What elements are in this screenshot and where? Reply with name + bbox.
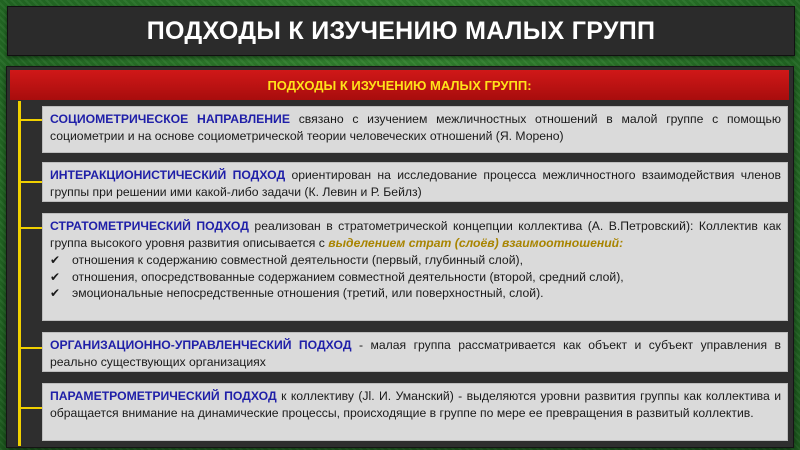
approach-description: ориентирован на исследование процесса межличностного взаимодействия членов группы при решении ими какой-либо задачи (К. Левин и Р. Бейлз)	[50, 168, 781, 199]
approach-title: ПАРАМЕТРОМЕТРИЧЕСКИЙ ПОДХОД	[50, 389, 277, 403]
list-item-text: эмоциональные непосредственные отношения (третий, или поверхностный, слой).	[72, 286, 544, 300]
check-icon: ✔	[50, 269, 61, 284]
approach-description: - малая группа рассматривается как объект и субъект управления в реально существующих организациях	[50, 338, 781, 369]
list-item	[50, 269, 781, 286]
approach-description: реализован в стратометрической концепции коллектива (А. В.Петровский): Коллектив как группа высокого уровня развития описывается с	[50, 219, 782, 250]
page-title: ПОДХОДЫ К ИЗУЧЕНИЮ МАЛЫХ ГРУПП	[146, 16, 656, 45]
connector-branch	[18, 407, 42, 409]
approach-description: связано с изучением межличностных отношений в малой группе с помощью социометрии и на основе социометрической теории человеческих отношений (Я. Морено)	[50, 112, 781, 143]
approach-card-organizational	[42, 332, 788, 372]
strata-emphasis: выделением страт (слоёв) взаимоотношений:	[328, 235, 624, 250]
list-item-text: отношения, опосредствованные содержанием совместной деятельности (второй, средний слой),	[72, 269, 624, 284]
approach-card-sociometric	[42, 106, 788, 153]
approach-card-interactionist	[42, 162, 788, 202]
approach-title: ИНТЕРАКЦИОНИСТИЧЕСКИЙ ПОДХОД	[50, 168, 286, 182]
list-item	[50, 252, 781, 269]
header-strip	[10, 70, 789, 100]
strata-list	[50, 252, 781, 302]
connector-branch	[18, 227, 42, 229]
approach-title: СТРАТОМЕТРИЧЕСКИЙ ПОДХОД	[50, 219, 249, 233]
connector-line	[18, 101, 21, 446]
approach-card-stratometric	[42, 213, 788, 321]
approach-title: ОРГАНИЗАЦИОННО-УПРАВЛЕНЧЕСКИЙ ПОДХОД	[50, 338, 352, 352]
connector-branch	[18, 181, 42, 183]
connector-branch	[18, 347, 42, 349]
check-icon: ✔	[50, 253, 61, 267]
connector-branch	[18, 119, 42, 121]
content-frame	[6, 66, 794, 448]
approach-title: СОЦИОМЕТРИЧЕСКОЕ НАПРАВЛЕНИЕ	[50, 112, 290, 126]
list-item-text: отношения к содержанию совместной деятельности (первый, глубинный слой),	[72, 253, 523, 267]
section-header: ПОДХОДЫ К ИЗУЧЕНИЮ МАЛЫХ ГРУПП:	[267, 77, 532, 93]
title-bar	[7, 6, 795, 56]
approach-description: к коллективу (Jl. И. Уманский) - выделяются уровни развития группы как коллектива и обращается внимание на динамические процессы, происходящие в группе по мере ее превращения в развитый коллектив.	[50, 389, 781, 420]
check-icon: ✔	[50, 286, 61, 300]
approach-card-parametric	[42, 383, 788, 441]
list-item	[50, 285, 781, 302]
